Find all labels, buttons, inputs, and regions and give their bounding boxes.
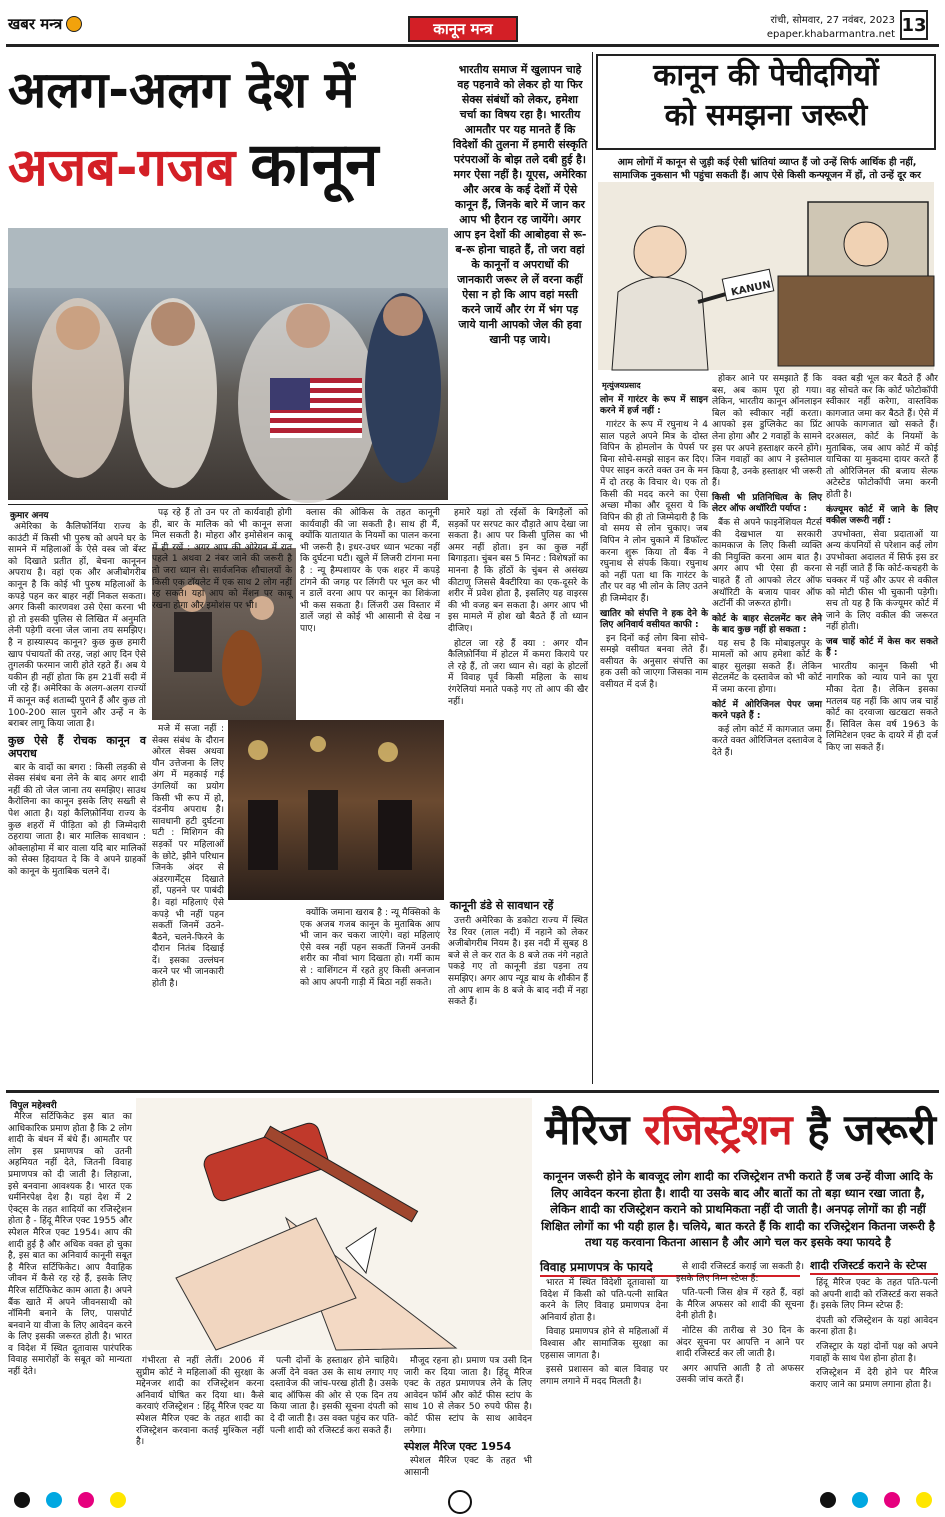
story1-col4c [448,916,588,1076]
status-item: रजिस्ट्रेशन में देरी होने पर मैरिज कराए जाने का प्रमाण लगाना होता है। [810,1368,938,1390]
story1-headline [8,60,448,217]
story3-left-col-text: मैरिज सर्टिफिकेट इस बात का आधिकारिक प्रमाण होता है कि 2 लोग शादी के बंधन में बंधे हैं। आमतौर पर लोग इस प्रमाणपत्र को उतनी अहमियत नहीं देते, जितनी विवाह प्रमाणपत्र को दी जाती है। लिहाजा, इसे बनवाना आवश्यक है। भारत एक धर्मनिरपेक्ष देश है। यहां देश में 2 ऐक्ट्स के तहत शादियों का रजिस्ट्रेशन होता है - हिंदू मैरिज एक्ट 1955 और स्पेशल मैरिज एक्ट 1954। आप की शादी हुई है और अधिक वक्त हो चुका है, इस बात का अनिवार्य कानूनी सबूत है मैरिज सर्टिफिकेट। आप वैवाहिक जीवन में कैसे रह रहे हैं, इसके लिए मैरिज सर्टिफिकेट काम आता है। अपने बैंक खाते में अपने जीवनसाथी को नॉमिनी बनाने के लिए, पासपोर्ट बनवाने या वीजा के लिए आवेदन करने के लिए इसकी जरूरत होती है। भारत व विदेश में स्थित दूतावास पारंपरिक विवाह समारोहों के सबूत को मान्यता नहीं देते। [8,1112,132,1378]
story1-col4b-text: होटल जा रहे हैं क्या : अगर यौन कैलिफ़ोर्निया में होटल में कमरा किराये पर ले रहे हैं, तो जरा ध्यान से। वहां के होटलों में विवाह पूर्व किसी महिला के साथ रंगरेलियां मनाते पकड़े गए तो आप की खैर नहीं। [448,638,588,707]
step-item: नोटिस की तारीख से 30 दिन के अंदर सूचना पर आपत्ति न आने पर शादी रजिस्टर्ड कर ली जाती है। [676,1325,804,1360]
print-registration-marks [0,1486,945,1514]
site-url: epaper.khabarmantra.net [766,29,895,40]
header-rule [6,44,939,47]
story2-subhead-g: जब चाहें कोर्ट में केस कर सकते हैं : [826,636,938,658]
story3-intro: कानूनन जरूरी होने के बावजूद लोग शादी का रजिस्ट्रेशन तभी कराते हैं जब उन्हें वीजा आदि के लिए आवेदन करना होता है। शादी या उसके बाद और बातों का तो बड़ा ध्यान रखा जाता है, लेकिन शादी का रजिस्ट्रेशन कराने को प्राथमिकता नहीं दी जाती है। अनपढ़ लोगों का ही नहीं शिक्षित लोगों का भी यही हाल है। चलिये, बात करते हैं कि शादी का रजिस्ट्रेशन कितना जरूरी है तथा यह करवाना कितना आसान है और आगे चल कर इसके क्या फायदे है [541,1169,935,1249]
page-number: 13 [900,10,928,40]
registration-dot-icon [78,1492,94,1508]
story1-col1b-text: बार के वादों का बगरा : किसी लड़की से सेक्स संबंध बना लेने के बाद अगर शादी नहीं की तो जेल जाना तय समझिए। साउथ कैरोलिना का कानून इसके लिए सख्ती से पेश आता है। यहां कैलिफ़ोर्निया राज्य के कुछ शहरों में पीड़िता को ही जिम्मेदारी ठहराया जाता है। बार मालिक सावधान : ओक्लाहोमा में बार वाला यदि बार मालिकों को सेक्स हिदायत दे कि वे अपने ग्राहकों को कानून के मुताबिक चलने दें। [8,762,146,878]
story1-subhead1: कुछ ऐसे हैं रोचक कानून व अपराध [8,733,146,760]
story2-intro: आम लोगों में कानून से जुड़ी कई ऐसी भ्रांतियां व्याप्त हैं जो उन्हें सिर्फ आर्थिक ही नहीं, सामाजिक नुकसान भी पहुंचा सकती हैं। आप ऐसे किसी कन्फ्यूजन में हों, तो उन्हें दूर कर [613,157,921,181]
story2-col2-text: होकर आने पर समझाते हैं कि बस, अब काम पूरा हो गया। लेकिन, भारतीय कानून ऑनलाइन बिल को स्वीकार नहीं करता। आपको इस डुप्लिकेट का प्रिंट लेना होगा और 2 गवाहों के सामने इस पर अपने हस्ताक्षर करने होंगे। जिन गवाहों का आप ने इस्तेमाल किया है, उनके हस्ताक्षर भी जरूरी हैं। [712,374,822,489]
status-item: हिंदू मैरिज एक्ट के तहत पति-पत्नी को अपनी शादी को रजिस्टर्ड करा सकते हैं। इसके लिए निम्न स्टेप्स हैं: [810,1278,938,1312]
issue-date: रांची, सोमवार, 27 नवंबर, 2023 [770,15,895,26]
story3-left-col [8,1112,132,1506]
story2-subhead-b: खातिर को संपत्ति ने हक देने के लिए अनिवार्य वसीयत काफी : [600,608,708,630]
story2-subhead-d: कोर्ट के बाहर सेटलमेंट कर लेने के बाद कुछ नहीं हो सकता : [712,613,822,635]
protest-photo [8,228,448,500]
story1-col2 [152,508,292,611]
status-item: रजिस्ट्रार के यहां दोनों पक्ष को अपने गवाहों के साथ पेश होना होता है। [810,1341,938,1364]
story2-subhead-c: किसी भी प्रतिनिधित्व के लिए लेटर ऑफ अथॉरिटी पर्याप्त : [712,492,822,514]
story1-headline-black: कानून [250,130,379,200]
step-item: पति-पत्नी जिस क्षेत्र में रहते हैं, वहां के मैरिज अफसर को शादी की सूचना देनी होती है। [676,1288,804,1322]
court-cartoon [598,182,934,370]
story1-col2-text: पढ़ रहे हैं तो उन पर तो कार्यवाही होगी ही, बार के मालिक को भी कानून सजा मिल सकती है। मोहरा और इमोसेशन काबू में ही रखें : अगर आप की ओरेगन में रात पहले 1 अथवा 2 नंबर जाने की जरूरी है तो जरा ध्यान से। सार्वजनिक शौचालयों के किसी एक टॉयलेट में एक साथ 2 लोग नहीं रह सकते। यहां आप को मेंशन पर काबू रखना होगा और इमोशंस पर भी। [152,508,292,611]
brand-emblem-icon [66,16,82,32]
story1-headline-red: अजब-गजब [8,138,236,198]
story3-mid-col2-text: पत्नी दोनों के हस्ताक्षर होने चाहिये। अर्जी देने वक्त उस के साथ लगाए गए दस्तावेज की जांच-परख होती है। उसके बाद ऑफिस की ओर से एक दिन तय किया जाता है। इसकी सूचना दंपती को दे दी जाती है। उस वक्त पहुंच कर पति-पत्नी शादी को रजिस्टर्ड करा सकते हैं। [270,1356,398,1436]
registration-dot-icon [14,1492,30,1508]
benefits-title: विवाह प्रमाणपत्र के फायदे [540,1258,800,1277]
section-name: कानून मन्त्र [433,20,493,38]
story1-col3b [300,908,440,1076]
step-item: से शादी रजिस्टर्ड कराई जा सकती है। इसके लिए निम्न स्टेप्स हैं: [676,1262,804,1284]
story2-subhead-f: कंज्यूमर कोर्ट में जाने के लिए वकील जरूरी नहीं : [826,504,938,526]
story1-col4c-text: उत्तरी अमेरिका के डकोटा राज्य में स्थित रेड रिवर (लाल नदी) में नहाने को लेकर अजीबोगरीब नियम है। इस नदी में सुबह 8 बजे से ले कर रात के 8 बजे तक नंगे नहाते पकड़े गए तो कानूनी डंडा पड़ना तय समझिए। अगर आप न्यूड बाथ के शौकीन हैं तो आप शाम के 8 बजे के बाद नदी में नहा सकते हैं। [448,916,588,1008]
bar-photo-art [228,720,444,900]
story1-headline-line1: अलग-अलग देश में [8,61,355,119]
story1-col2b-text: मजे में सजा नहीं : सेक्स संबंध के दौरान ओरल सेक्स अथवा यौन उत्तेजना के लिए अंग में महकाई गई उंगलियों का प्रयोग किसी भी रूप में हो, दंडनीय अपराध है। सावधानी हटी दुर्घटना घटी : मिशिगन की सड़कों पर महिलाओं के छोटे, झीने परिधान जिनके अंदर से अंडरगार्मेंट्स दिखाते हों, पहनने पर पाबंदी है। वहां महिलाएं ऐसे कपड़े भी नहीं पहन सकतीं जिनमें उठने-बैठने, चलने-फिरने के दौरान नितंब दिखाई दें। इसका उल्लंघन करने पर भी जानकारी होती है। [152,724,224,990]
story3-mid-col3b-text: स्पेशल मैरिज एक्ट के तहत भी आसानी [404,1456,532,1478]
story3-byline: विपुल महेश्वरी [10,1101,57,1111]
story3-top-rule [6,1090,939,1093]
court-cartoon-art [598,182,934,370]
story3-special-subhead: स्पेशल मैरिज एक्ट 1954 [404,1440,512,1454]
story2-col1b-text: इन दिनों कई लोग बिना सोचे-समझे वसीयत बनवा लेते हैं। वसीयत के अनुसार संपत्ति का हक उसी को जाएगा जिसका नाम वसीयत में दर्ज है। [600,633,708,690]
benefit-item: भारत में स्थित विदेशी दूतावासों या विदेश में किसी को पति-पत्नी साबित करने के लिए विवाह प्रमाणपत्र देना अनिवार्य होता है। [540,1278,668,1323]
story3-mid-col3-text: मौजूद रहना हो। प्रमाण पत्र उसी दिन जारी कर दिया जाता है। हिंदू मैरिज एक्ट के तहत प्रमाणपत्र लेने के लिए आवेदन फॉर्म और कोर्ट फीस स्टांप के साथ 10 से लेकर 50 रुपये फीस है। कोर्ट फीस स्टांप के साथ आवेदन लगेगा। [404,1356,532,1436]
story3-headline-red: रजिस्ट्रेशन [643,1105,793,1154]
story2-col1 [600,392,708,1086]
step-item: अगर आपत्ति आती है तो अफसर उसकी जांच करते हैं। [676,1363,804,1386]
story2-subhead-e: कोर्ट में ओरिजिनल पेपर जमा करने पड़ते हैं : [712,699,822,721]
story1-intro [452,62,588,490]
brand-name: खबर मन्त्र [8,15,63,33]
gavel-art [136,1098,532,1350]
protest-photo-art [8,228,448,500]
story3-headline [540,1102,936,1158]
story2-col2 [712,374,822,1086]
story2-col3b-text: उपभोक्ता, सेवा प्रदाताओं या अन्य कंपनियों से परेशान कई लोग उपभोक्ता अदालत में सिर्फ इस डर से नहीं जाते हैं कि कोर्ट-कचहरी के चक्कर में पड़ें और ऊपर से वकील को मोटी फीस भी चुकानी पड़ेगी। सच तो यह है कि कंज्यूमर कोर्ट में जाने के लिए वकील की जरूरत नहीं होती। [826,529,938,633]
story1-intro-text: भारतीय समाज में खुलापन चाहे वह पहनावे को लेकर हो या फिर सेक्स संबंधों को लेकर, हमेशा चर्चा का विषय रहा है। भारतीय आमतौर पर यह मानते हैं कि विदेशों की तुलना में हमारी संस्कृति परंपराओं के बोझ तले दबी हुई है। मगर ऐसा नहीं है। यूएस, अमेरिका और अरब के कई देशों में ऐसे कानून हैं, जिनके बारे में जान कर आप भी हैरान रह जायेंगे। अगर आप इन देशों की आबोहवा से रू-ब-रू होना चाहते हैं, तो जरा वहां के कानूनों व अपराधों की जानकारी जरूर ले लें वरना कहीं ऐसा न हो कि आप वहां मस्ती करने जायें और रंग में भंग पड़ जाये यानी आपको जेल की हवा खानी पड़ जाये। [452,63,588,346]
story2-col2b-text: बैंक से अपने फाइनेंशियल मैटर्स की देखभाल या सरकारी कामकाज के लिए किसी व्यक्ति की नियुक्ति करना आम बात है। अगर आप भी ऐसा ही करना चाहते हैं तो आपको लेटर ऑफ अथॉरिटी के बजाय पावर ऑफ अटॉर्नी की जरूरत होगी। [712,517,822,610]
registration-dot-icon [852,1492,868,1508]
brand-logo [8,14,82,34]
benefit-item: विवाह प्रमाणपत्र होने से महिलाओं में विश्वास और सामाजिक सुरक्षा का एहसास जागता है। [540,1327,668,1361]
story1-col1-text: अमेरिका के कैलिफोर्निया राज्य के काउंटी में किसी भी पुरुष को अपने घर के सामने में महिलाओं के ऐसे वस्त्र जो बेंस्ट को दिखाते प्रतीत हों, बेचना कानूनन अपराध है। वहां एक और अजीबोगरीब कानून है कि कोई भी पुरुष महिलाओं के कपड़े पहन कर बाहर नहीं निकल सकता। अगर किसी कारणवश उसे ऐसा करना भी हो तो इसकी पुलिस से लिखित में अनुमति लेनी पड़ेगी वरना जेल जाना तय समझिए। है न हास्यास्पद कानून? कुछ कुछ हमारी खाप पंचायतों की तरह, जहां आए दिन ऐसे तुगलकी फरमान जारी होते रहते हैं। अब ये यकीन ही नहीं होता कि हम 21वीं सदी में जी रहे हैं। अमेरिका के अलग-अलग राज्यों में कानून कई शताब्दी पुराने हैं और कुछ तो 100-200 साल पुराने और उन्हें न के बराबर लागू किया जाता है। [8,522,146,730]
story2-col2c-text: यह सच है कि मोबाइलपुर के मामलों को आप हमेशा कोर्ट के बाहर सुलझा सकते हैं। लेकिन सेटलमेंट के दस्तावेज को भी कोर्ट में जमा करना होगा। [712,638,822,696]
page-header [0,0,945,46]
story1-col3b-text: क्योंकि जमाना खराब है : न्यू मैक्सिको के एक अजब गजब कानून के मुताबिक आप भी जान कर चकरा जाएंगे। वहां महिलाएं ऐसे वस्त्र नहीं पहन सकतीं जिनमें उनकी शरीर का नौवां भाग दिखता हो। गर्मी काम से : वाशिंगटन में रहते हुए किसी अनजान को आप अपनी गाड़ी में बिठा नहीं सकते। [300,908,440,988]
story3-mid-col3 [404,1356,532,1506]
story1-subhead2: कानूनी डंडे से सावधान रहें [450,899,554,912]
story3-headline-black1: मैरिज [545,1105,630,1154]
story1-col4-text: हमारे यहां तो रईसों के बिगड़ैलों को सड़कों पर सरपट कार दौड़ाते आप देखा जा सकता है। आप पर किसी पुलिस का भी अमर नहीं होता। इन का कुछ नहीं बिगाड़ता। चुंबन बस 5 मिनट : विशेषज्ञों का मानना है कि होंठों के चुंबन से असंख्य कीटाणु जिससे बैक्टीरिया का एक-दूसरे के शरीर में प्रवेश होता है, इसलिए यह वाइरस की भी वजह बन सकता है। अगर आप भी इस मामले में होश खो बैठते हैं तो ध्यान दीजिए। [448,508,588,634]
story2-col2d-text: कई लोग कोर्ट में कागजात जमा करते वक्त ओरिजिनल दस्तावेज दे देते हैं। [712,724,822,758]
registration-dot-icon [820,1492,836,1508]
story1-col1 [8,522,146,1082]
story1-col4 [448,508,588,888]
story2-col3 [826,374,938,1086]
bar-photo [228,720,444,900]
gavel-illustration [136,1098,532,1350]
story2-col3-text: वक्त बड़ी भूल कर बैठते हैं और वह सोचते कर कि कोर्ट फोटोकॉपी स्वीकार नहीं करेगा, वास्तविक कागजात जमा कर बैठते हैं। ऐसे में आपके कागजात खो सकते हैं। दरअसल, कोर्ट के नियमों के मुताबिक, जब आप कोर्ट में कोई याचिका या मुकदमा दायर करते हैं तो ओरिजिनल की बजाय सेल्फ अटेस्टेड फोटोकॉपी जमा करनी होती है। [826,374,938,500]
story2-headline-line2: को समझना जरूरी [664,98,868,133]
story2-box [596,54,936,150]
story1-col3-text: क्लास की ओकिस के तहत कानूनी कार्यवाही की जा सकती है। साथ ही मैं, क्योंकि यातायात के नियमों का पालन करना भी जरूरी है। इधर-उधर ध्यान भटका नहीं कि दुर्घटना घटी। खुले में लिजरी टांगना मना है : न्यू हैम्पशायर के एक शहर में कपड़े टांगने की जगह पर लिंगरी पर भूल कर भी न डालें वरना आप पर कानून का शिकंजा भी कस सकता है। लिंजरी उस विस्तार में डालें जहां से कोई भी आसानी से देख न पाए। [300,508,440,634]
status-item: दंपती को रजिस्ट्रेशन के यहां आवेदन करना होता है। [810,1315,938,1338]
story2-subhead-a: लोन में गारंटर के रूप में साइन करने में हर्ज नहीं : [600,395,708,416]
registration-dot-icon [110,1492,126,1508]
section-tag [408,16,518,42]
story2-col3c-text: भारतीय कानून किसी भी नागरिक को न्याय पाने का पूरा मौका देता है। लेकिन इसका मतलब यह नहीं कि आप जब चाहें कोर्ट का दरवाजा खटखटा सकते हैं। सिविल केस वर्ष 1963 के लिमिटेशन एक्ट के दायरे में ही दर्ज किए जा सकते हैं। [826,661,938,754]
us-flag-icon [270,378,362,438]
registration-dot-icon [884,1492,900,1508]
registration-dot-icon [916,1492,932,1508]
story2-byline: मृत्युंजयप्रसाद [602,381,641,390]
story3-mid-col2 [270,1356,398,1506]
story3-mid-col1-text: गंभीरता से नहीं लेतीं। 2006 में सुप्रीम कोर्ट ने महिलाओं की सुरक्षा के मद्देनजर शादी का रजिस्ट्रेशन करना अनिवार्य घोषित कर दिया था। कैसे करवाएं रजिस्ट्रेशन : हिंदू मैरिज एक्ट या स्पेशल मैरिज एक्ट के तहत शादी का रजिस्ट्रेशन करवाना कतई मुश्किल नहीं है। [136,1356,264,1448]
story3-headline-black2: है जरूरी [807,1105,936,1154]
story1-col3 [300,508,440,708]
status-col [810,1278,938,1508]
story2-col1-text: गारंटर के रूप में रघुनाथ ने 4 साल पहले अपने मित्र के दोस्त विपिन के होमलोन के पेपर्स पर बिना सोचे-समझे साइन कर दिए। पेपर साइन करते वक्त उन के मन में दो तरह के विचार थे। एक तो किसी की मदद करने का ऐसा अच्छा मौका और दूसरा ये कि विपिन की ही तो जिम्मेदारी है कि वो समय से लोन चुकाए। जब विपिन ने लोन चुकाने में डिफॉल्ट करना शुरू किया तो बैंक ने रघुनाथ से संपर्क किया। रघुनाथ को नहीं पता था कि गारंटर के तौर पर वह भी लोन के लिए उतने ही जिम्मेदार हैं। [600,420,708,604]
story3-mid-col1 [136,1356,264,1506]
registration-dot-icon [46,1492,62,1508]
cartoon-sign-text: KANUN [730,279,772,299]
story1-col2b [152,724,224,1076]
header-meta [705,14,895,42]
benefits-col2 [676,1262,804,1508]
benefit-item: इससे प्रशासन को बाल विवाह पर लगाम लगाने में मदद मिलती है। [540,1365,668,1387]
story2-headline-line1: कानून की पेचीदगियों [653,58,879,93]
crosshair-icon [448,1490,472,1514]
status-title: शादी रजिस्टर्ड कराने के स्टेप्स [810,1258,938,1275]
story1-rule [8,504,588,505]
story1-byline: कुमार अनय [10,511,49,521]
column-divider [592,52,593,1084]
benefits-col1 [540,1278,668,1508]
